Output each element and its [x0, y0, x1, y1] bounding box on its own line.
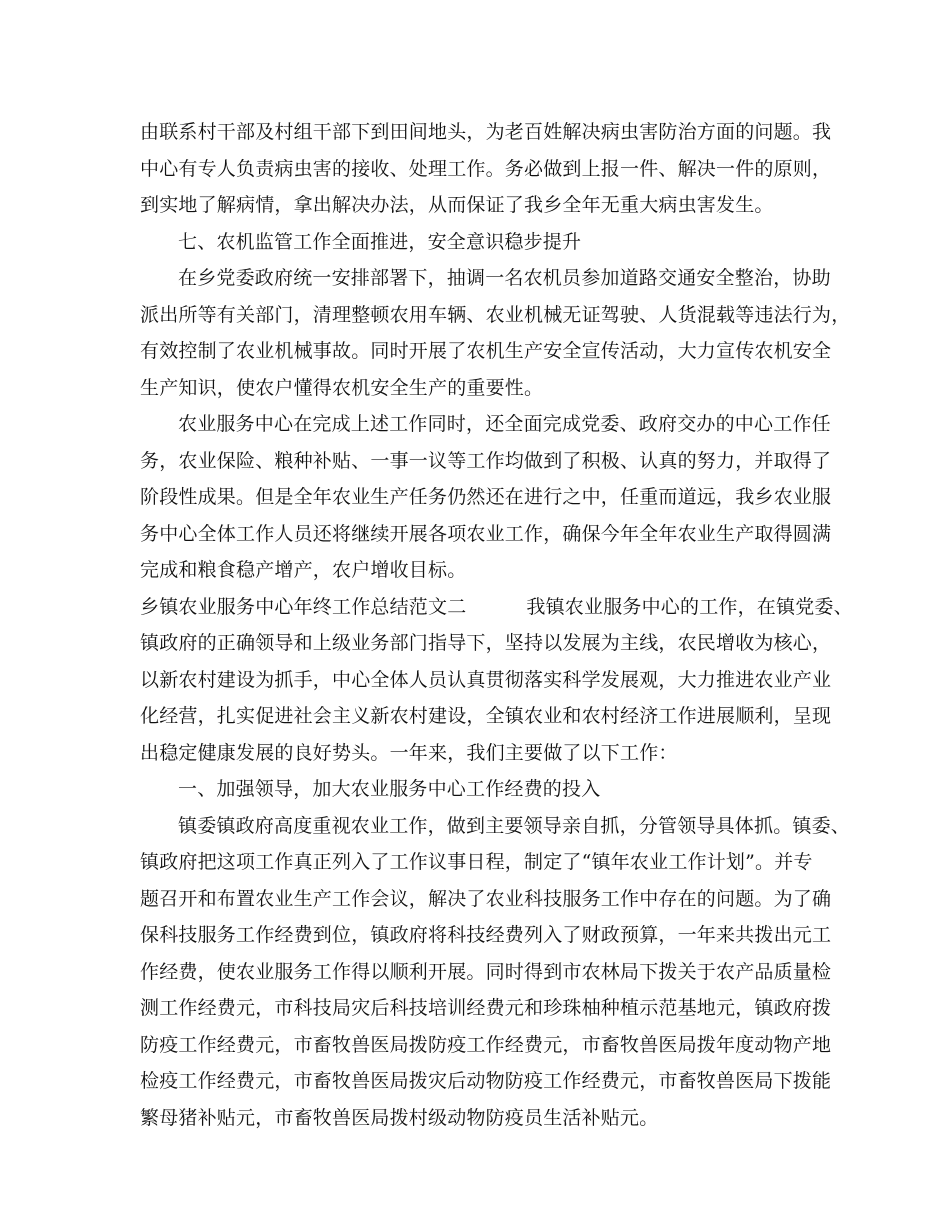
text-line: 保科技服务工作经费到位，镇政府将科技经费列入了财政预算，一年来共拨出元工 — [140, 924, 832, 946]
text-line: 农业服务中心在完成上述工作同时，还全面完成党委、政府交办的中心工作任 — [178, 413, 831, 435]
text-segment: 我镇农业服务中心的工作，在镇党委、 — [526, 596, 853, 618]
article-title-line — [140, 591, 853, 623]
text-line: 务，农业保险、粮种补贴、一事一议等工作均做到了积极、认真的努力，并取得了 — [140, 450, 832, 472]
text-line: 有效控制了农业机械事故。同时开展了农机生产安全宣传活动，大力宣传农机安全 — [140, 340, 832, 362]
text-line: 中心有专人负责病虫害的接收、处理工作。务必做到上报一件、解决一件的原则， — [140, 158, 832, 180]
section-heading: 一、加强领导，加大农业服务中心工作经费的投入 — [178, 778, 601, 800]
text-line: 出稳定健康发展的良好势头。一年来，我们主要做了以下工作： — [140, 742, 678, 764]
text-line: 到实地了解病情，拿出解决办法，从而保证了我乡全年无重大病虫害发生。 — [140, 194, 774, 216]
text-line: 生产知识，使农户懂得农机安全生产的重要性。 — [140, 377, 544, 399]
text-line: 镇政府把这项工作真正列入了工作议事日程，制定了“镇年农业工作计划”。并专 — [140, 851, 813, 873]
text-line: 在乡党委政府统一安排部署下，抽调一名农机员参加道路交通安全整治，协助 — [178, 267, 831, 289]
text-line: 题召开和布置农业生产工作会议，解决了农业科技服务工作中存在的问题。为了确 — [140, 888, 832, 910]
text-line: 化经营，扎实促进社会主义新农村建设，全镇农业和农村经济工作进展顺利，呈现 — [140, 705, 832, 727]
text-line: 务中心全体工作人员还将继续开展各项农业工作，确保今年全年农业生产取得圆满 — [140, 523, 832, 545]
text-line: 繁母猪补贴元，市畜牧兽医局拨村级动物防疫员生活补贴元。 — [140, 1107, 659, 1129]
text-line: 测工作经费元，市科技局灾后科技培训经费元和珍珠柚种植示范基地元，镇政府拨 — [140, 997, 832, 1019]
text-line: 镇委镇政府高度重视农业工作，做到主要领导亲自抓，分管领导具体抓。镇委、 — [178, 815, 851, 837]
text-line: 作经费，使农业服务工作得以顺利开展。同时得到市农林局下拨关于农产品质量检 — [140, 961, 832, 983]
text-line: 完成和粮食稳产增产，农户增收目标。 — [140, 559, 467, 581]
text-line: 防疫工作经费元，市畜牧兽医局拨防疫工作经费元，市畜牧兽医局拨年度动物产地 — [140, 1034, 832, 1056]
text-line: 镇政府的正确领导和上级业务部门指导下，坚持以发展为主线，农民增收为核心， — [140, 632, 832, 654]
article-title: 乡镇农业服务中心年终工作总结范文二 — [140, 596, 467, 618]
text-line: 派出所等有关部门，清理整顿农用车辆、农业机械无证驾驶、人货混载等违法行为， — [140, 304, 851, 326]
section-heading: 七、农机监管工作全面推进，安全意识稳步提升 — [178, 231, 582, 253]
text-line: 由联系村干部及村组干部下到田间地头，为老百姓解决病虫害防治方面的问题。我 — [140, 121, 832, 143]
text-line: 以新农村建设为抓手，中心全体人员认真贯彻落实科学发展观，大力推进农业产业 — [140, 669, 832, 691]
text-line: 阶段性成果。但是全年农业生产任务仍然还在进行之中，任重而道远，我乡农业服 — [140, 486, 832, 508]
text-line: 检疫工作经费元，市畜牧兽医局拨灾后动物防疫工作经费元，市畜牧兽医局下拨能 — [140, 1070, 832, 1092]
